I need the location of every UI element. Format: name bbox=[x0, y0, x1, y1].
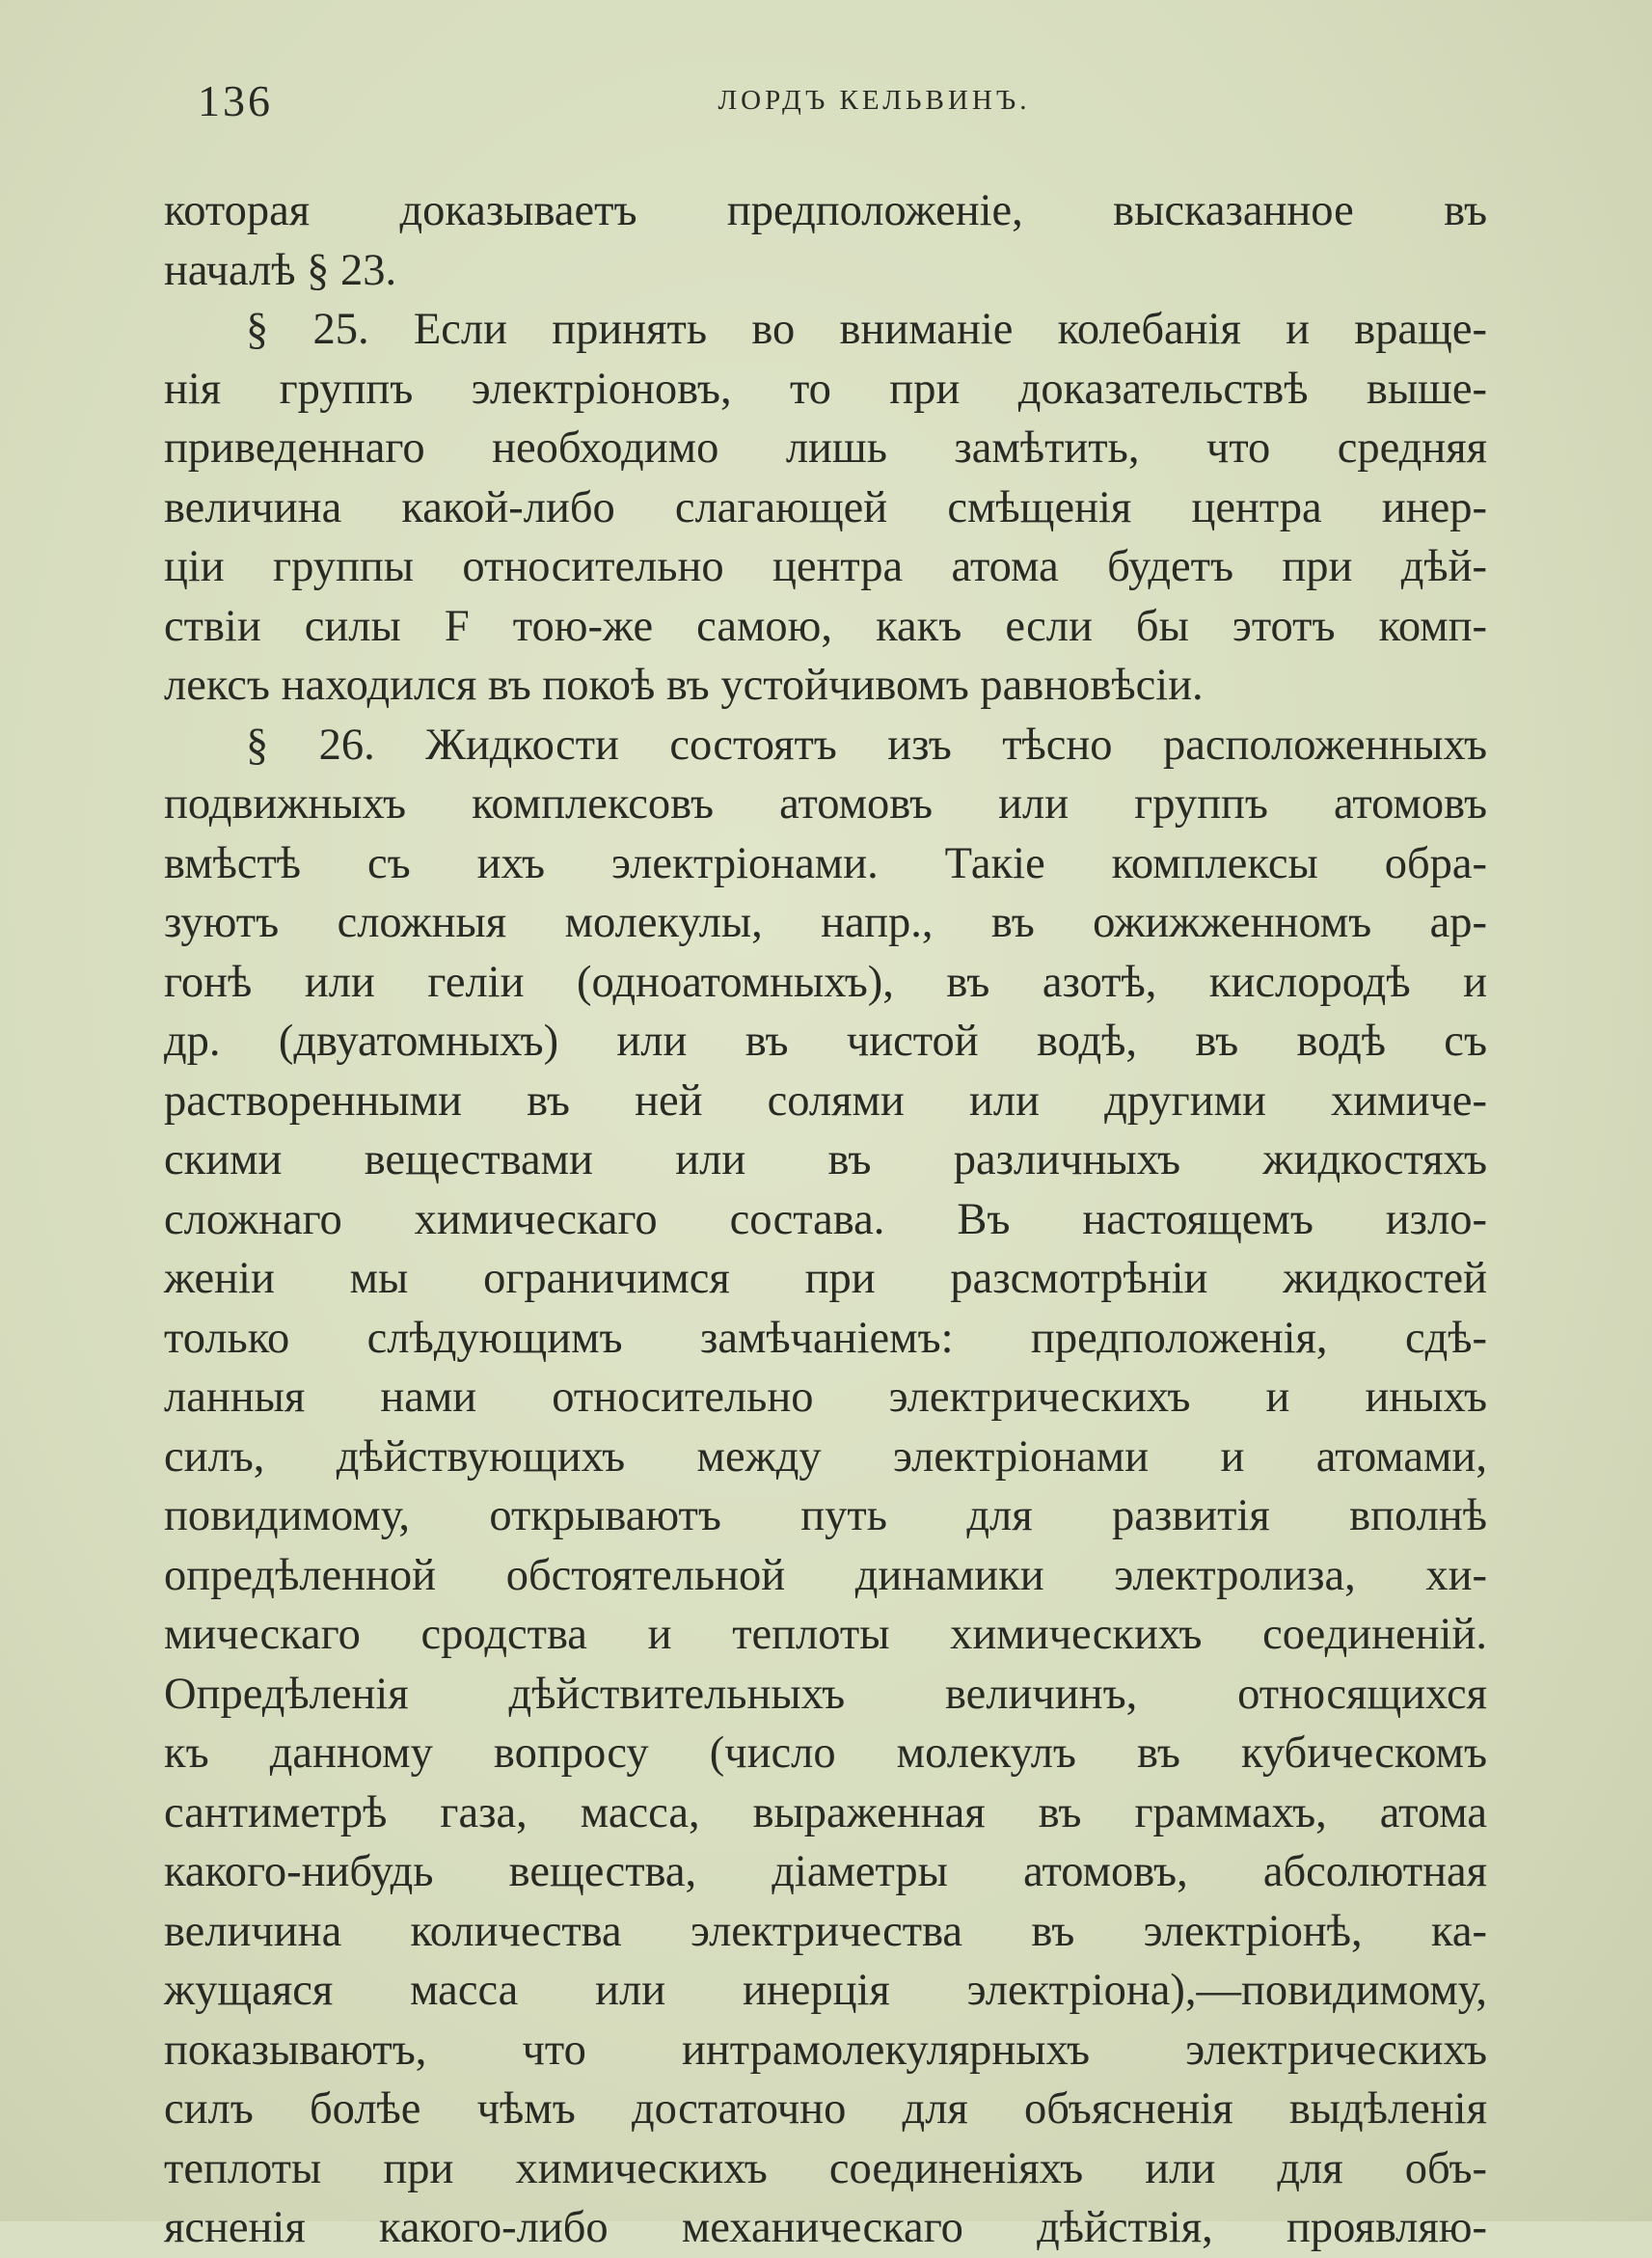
text-line: подвижныхъ комплексовъ атомовъ или группъ атомовъ bbox=[164, 779, 1487, 829]
text-line: сантиметрѣ газа, масса, выраженная въ граммахъ, атома bbox=[164, 1787, 1487, 1837]
text-line: какого-нибудь вещества, діаметры атомовъ, абсолютная bbox=[164, 1847, 1487, 1896]
text-line: жущаяся масса или инерція электріона),—повидимому, bbox=[164, 1966, 1487, 2015]
text-line: ясненія какого-либо механическаго дѣйствія, проявляю- bbox=[164, 2203, 1487, 2252]
running-head: ЛОРДЪ КЕЛЬВИНЪ. bbox=[718, 85, 1031, 116]
text-line: началѣ § 23. bbox=[164, 245, 397, 295]
section-26-start: § 26. Жидкости состоятъ изъ тѣсно расположенныхъ bbox=[246, 720, 1487, 770]
text-line: растворенными въ ней солями или другими химиче- bbox=[164, 1075, 1487, 1126]
text-line: сложнаго химическаго состава. Въ настоящемъ изло- bbox=[164, 1194, 1487, 1244]
text-line: теплоты при химическихъ соединеніяхъ или для объ- bbox=[164, 2143, 1487, 2193]
text-line: опредѣленной обстоятельной динамики электролиза, хи- bbox=[164, 1550, 1487, 1600]
text-line: ціи группы относительно центра атома будетъ при дѣй- bbox=[164, 542, 1487, 591]
text-line: силъ болѣе чѣмъ достаточно для объясненія выдѣленія bbox=[164, 2084, 1487, 2134]
text-line: показываютъ, что интрамолекулярныхъ электрическихъ bbox=[164, 2025, 1487, 2075]
text-line: зуютъ сложныя молекулы, напр., въ ожижженномъ ар- bbox=[164, 898, 1487, 947]
text-line: величина количества электричества въ электріонѣ, ка- bbox=[164, 1906, 1487, 1956]
page-number: 136 bbox=[198, 76, 273, 125]
text-line: къ данному вопросу (число молекулъ въ кубическомъ bbox=[164, 1728, 1487, 1778]
text-line: др. (двуатомныхъ) или въ чистой водѣ, въ водѣ съ bbox=[164, 1017, 1487, 1066]
text-line: которая доказываетъ предположеніе, высказанное въ bbox=[164, 186, 1487, 235]
body-text bbox=[164, 181, 1487, 2258]
text-line: ствіи силы F тою-же самою, какъ если бы этотъ комп- bbox=[164, 601, 1487, 651]
text-line: только слѣдующимъ замѣчаніемъ: предположенія, сдѣ- bbox=[164, 1313, 1487, 1363]
text-line: нія группъ электріоновъ, то при доказательствѣ выше- bbox=[164, 364, 1487, 414]
text-line: лексъ находился въ покоѣ въ устойчивомъ равновѣсіи. bbox=[164, 661, 1204, 710]
text-line: мическаго сродства и теплоты химическихъ соединеній. bbox=[164, 1610, 1487, 1659]
text-line: приведеннаго необходимо лишь замѣтить, что средняя bbox=[164, 423, 1487, 473]
text-line: силъ, дѣйствующихъ между электріонами и атомами, bbox=[164, 1431, 1487, 1482]
text-line: Опредѣленія дѣйствительныхъ величинъ, относящихся bbox=[164, 1669, 1487, 1719]
text-line: повидимому, открываютъ путь для развитія вполнѣ bbox=[164, 1491, 1487, 1540]
text-line: ланныя нами относительно электрическихъ и иныхъ bbox=[164, 1373, 1487, 1422]
section-25-start: § 25. Если принять во вниманіе колебанія и враще- bbox=[246, 305, 1487, 354]
text-line: скими веществами или въ различныхъ жидкостяхъ bbox=[164, 1135, 1487, 1184]
text-line: величина какой-либо слагающей смѣщенія центра инер- bbox=[164, 482, 1487, 532]
text-line: гонѣ или геліи (одноатомныхъ), въ азотѣ, кислородѣ и bbox=[164, 957, 1487, 1007]
text-line: женіи мы ограничимся при разсмотрѣніи жидкостей bbox=[164, 1254, 1487, 1303]
text-line: вмѣстѣ съ ихъ электріонами. Такіе комплексы обра- bbox=[164, 838, 1487, 888]
